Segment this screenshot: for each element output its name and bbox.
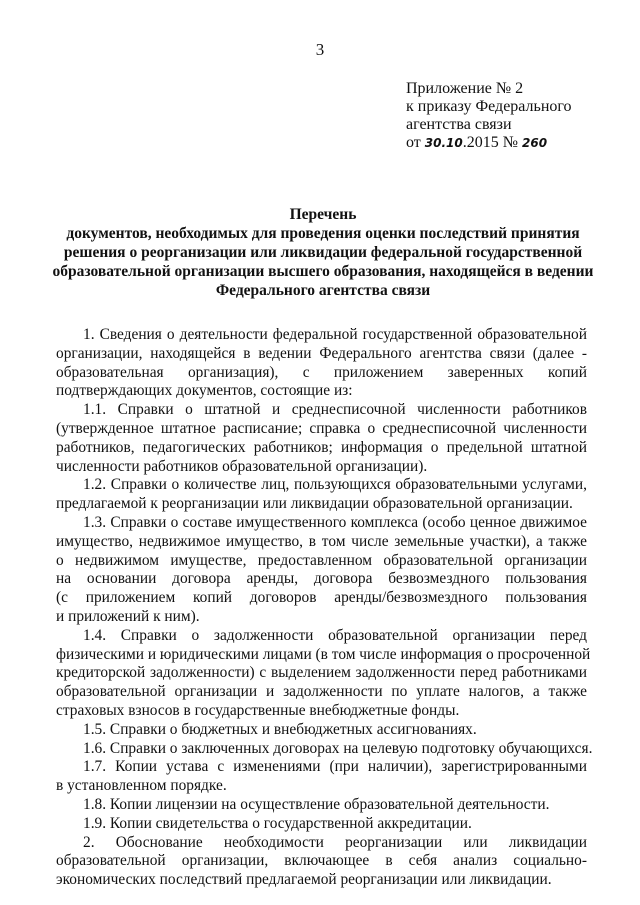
text-line: организации, находящейся в ведении Федерального агентства связи (далее - [56,344,587,362]
text-line: подтверждающих документов, состоящие из: [56,382,353,400]
text-line: работников, педагогических работников; информация о предельной штатной [56,438,587,456]
item-1-6 [56,739,593,759]
title-line: решения о реорганизации или ликвидации федеральной государственной [63,244,583,261]
text-line: численности работников образовательной организации). [56,457,428,475]
item-1-3 [56,514,587,627]
text-line: о недвижимом имуществе, предоставленном образовательной организации [56,551,587,569]
text-line: 1.8. Копии лицензии на осуществление образовательной деятельности. [83,795,550,813]
title-line: Перечень [289,206,357,223]
item-1-1 [56,401,587,476]
text-line: 2. Обоснование необходимости реорганизации или ликвидации [83,833,587,851]
title-line: образовательной организации высшего образования, находящейся в ведении [52,263,594,280]
title-line: документов, необходимых для проведения оценки последствий принятия [66,225,580,242]
appendix-agency: агентства связи [406,116,512,133]
text-line: имущество, недвижимое имущество, в том числе земельные участки), а также [56,532,587,550]
appendix-date-line [406,134,572,152]
text-line: 1.7. Копии устава с изменениями (при наличии), зарегистрированными [83,758,587,776]
item-1-9 [56,815,587,834]
text-line: страховых взносов в государственные внебюджетные фонды. [56,701,460,719]
item-1-7 [56,758,587,796]
document-body [56,326,593,890]
document-title [40,205,606,300]
text-line: экономических последствий предлагаемой реорганизации или ликвидации. [56,871,552,889]
text-line: 1.4. Справки о задолженности образовательной организации перед [83,626,587,644]
text-line: на основании договора аренды, договора безвозмездного пользования [56,570,587,588]
text-line: кредиторской задолженности) с выделением задолженности перед работниками [56,664,587,682]
text-line: предлагаемой к реорганизации или ликвидации образовательной организации. [56,495,573,513]
text-line: физическими и юридическими лицами (в том числе информация о просроченной [56,645,591,663]
text-line: 1.3. Справки о составе имущественного комплекса (особо ценное движимое [83,513,587,531]
text-line: 1.6. Справки о заключенных договорах на целевую подготовку обучающихся. [83,739,593,757]
item-2 [56,834,587,890]
page-number: 3 [315,40,325,59]
date-prefix: от [406,134,421,151]
text-line: (утвержденное штатное расписание; справка о среднесписочной численности [56,419,587,437]
text-line: 1.9. Копии свидетельства о государственной аккредитации. [83,814,472,832]
item-1 [56,326,587,401]
item-1-5 [56,721,587,740]
text-line: 1.1. Справки о штатной и среднесписочной численности работников [83,401,587,419]
text-line: (с приложением копий договоров аренды/безвозмездного пользования [56,589,587,607]
item-1-8 [56,796,587,815]
date-year: .2015 № [462,134,519,151]
text-line: 1. Сведения о деятельности федеральной государственной образовательной [83,326,587,343]
text-line: 1.2. Справки о количестве лиц, пользующихся образовательными услугами, [83,476,587,494]
text-line: образовательная организация), с приложением заверенных копий [56,363,587,381]
text-line: образовательной организации, включающее в себя анализ социально- [56,852,587,870]
text-line: и приложений к ним). [56,607,200,625]
appendix-order-ref: к приказу Федерального [406,98,572,115]
text-line: 1.5. Справки о бюджетных и внебюджетных ассигнованиях. [83,720,477,738]
text-line: образовательной организации и задолженности по уплате налогов, а также [56,683,587,701]
handwritten-number: 260 [522,136,548,150]
item-1-2 [56,476,587,514]
handwritten-date: 30.10 [424,136,463,150]
appendix-block [406,80,572,152]
text-line: в установленном порядке. [56,777,227,795]
item-1-4 [56,626,591,721]
appendix-title: Приложение № 2 [406,80,524,97]
title-line: Федерального агентства связи [215,282,431,299]
